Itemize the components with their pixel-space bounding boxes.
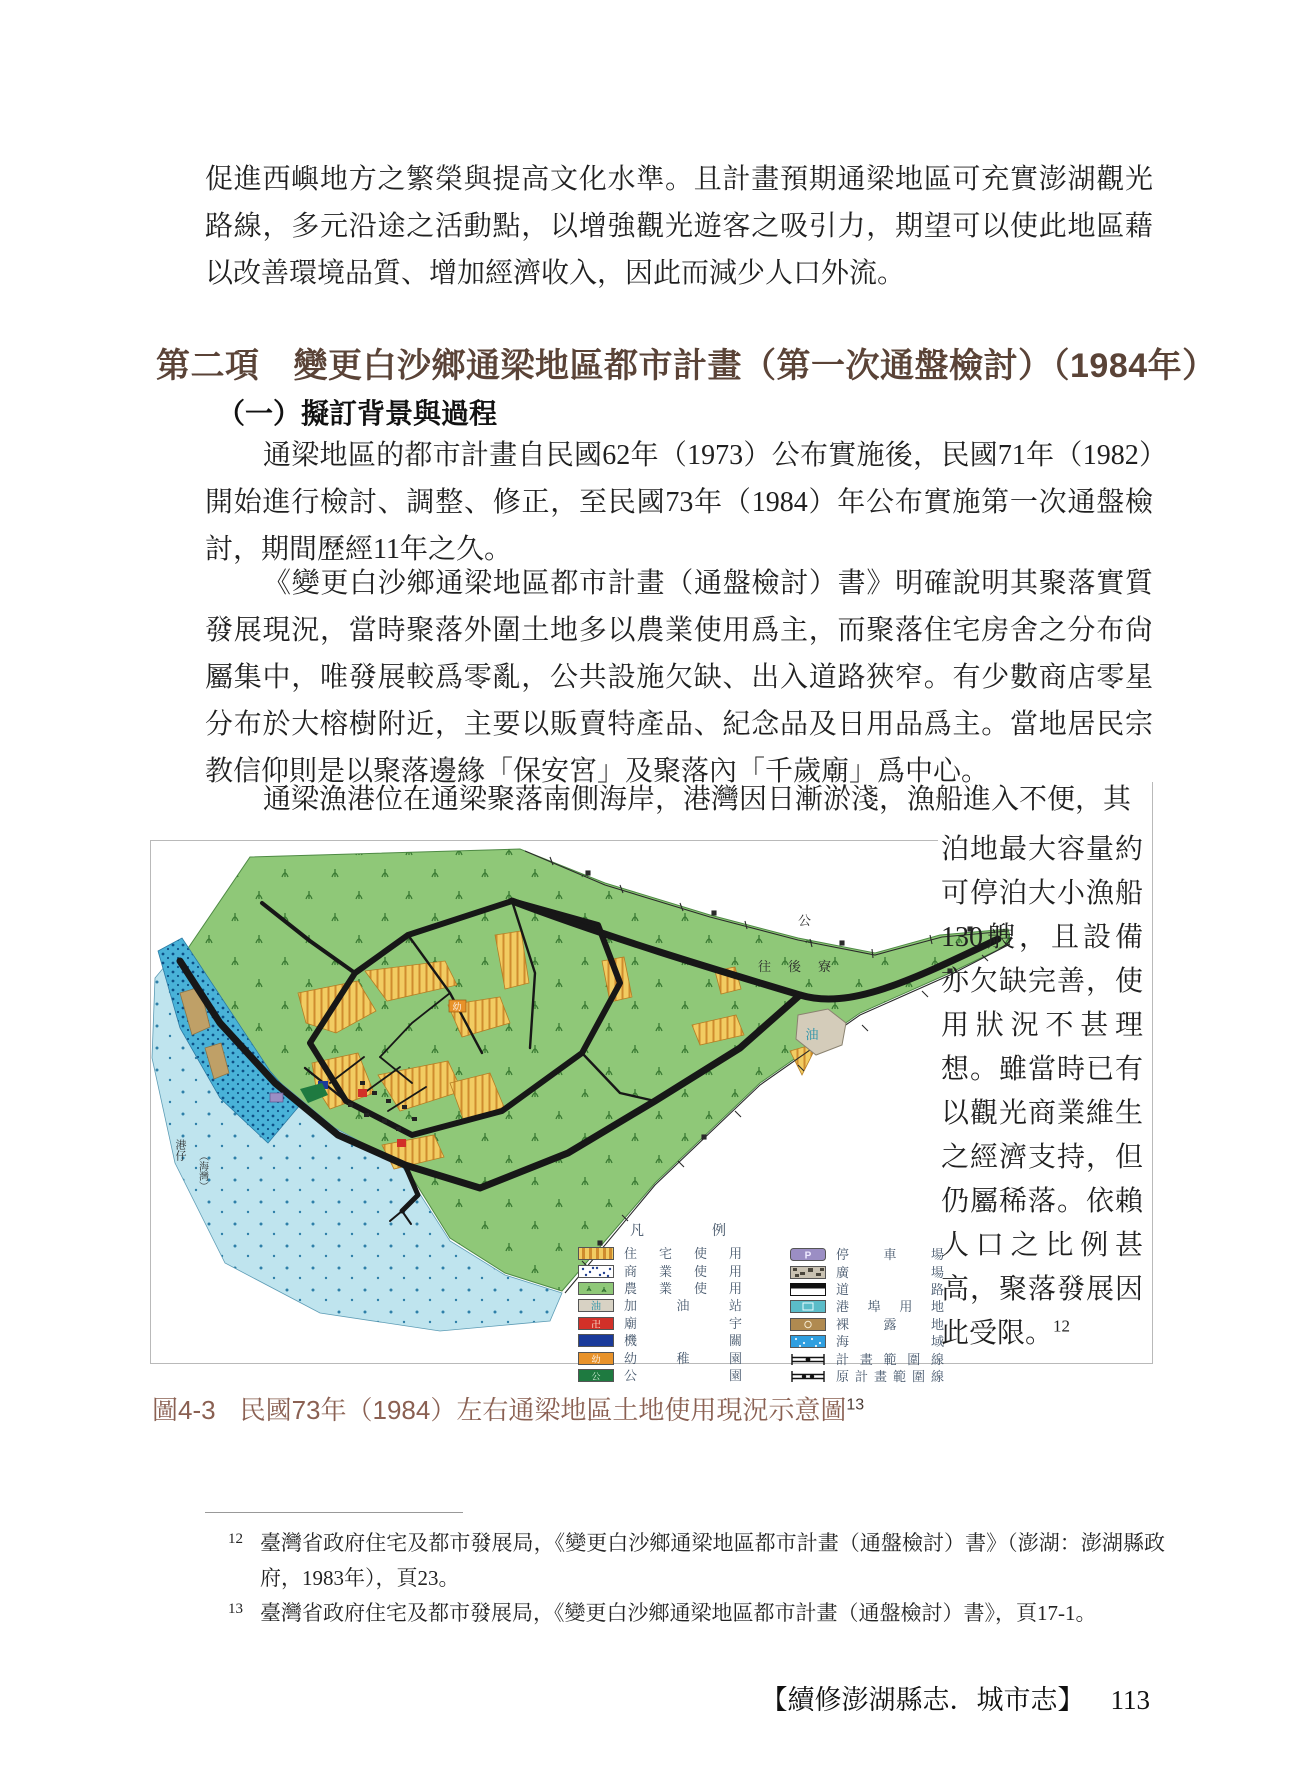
farmland-green-swatch (578, 1282, 614, 1295)
temple-marker-2 (358, 1089, 367, 1097)
figure-caption (152, 1390, 864, 1427)
bay-label-1: 港仔 (174, 1139, 186, 1161)
legend-item-original-plan-boundary: 原計畫範圍線 (790, 1368, 944, 1385)
park-swatch (578, 1369, 614, 1382)
paragraph-3-wrapped-column (941, 828, 1143, 1356)
svg-text:卍: 卍 (591, 1319, 601, 1330)
footnote-13 (228, 1596, 1165, 1631)
footnote-separator (205, 1512, 463, 1513)
paragraph-2: 《變更白沙鄉通梁地區都市計畫（通盤檢討）書》明確說明其聚落實質發展現況，當時聚落外圍土地多以農業使用爲主，而聚落住宅房舍之分布尙屬集中，唯發展較爲零亂，公共設施欠缺、出入道路狹窄。有少數商店零星分布於大榕樹附近，主要以販賣特產品、紀念品及日用品爲主。當地居民宗教信仰則是以聚落邊緣「保安宮」及聚落內「千歲廟」爲中心。 (205, 568, 1153, 787)
svg-text:幼: 幼 (591, 1354, 601, 1365)
plaza-swatch (790, 1266, 826, 1279)
parking-swatch (790, 1248, 826, 1261)
figure-caption-text: 民國73年（1984）左右通梁地區土地使用現況示意圖 (239, 1395, 847, 1425)
legend-item-commercial: 商業使用 (578, 1262, 742, 1279)
footnote-13-text: 臺灣省政府住宅及都市發展局，《變更白沙鄉通梁地區都市計畫（通盤檢討）書》，頁17-1。 (260, 1601, 1097, 1625)
harbor-land-swatch (790, 1300, 826, 1313)
plan-boundary-swatch (790, 1353, 826, 1366)
legend-item-parking: P 停車場 (790, 1246, 944, 1263)
legend-item-kindergarten: 幼 幼稚園 (578, 1349, 742, 1366)
page-footer (761, 1678, 1151, 1717)
svg-text:油: 油 (591, 1301, 601, 1313)
footnote-12 (228, 1526, 1165, 1596)
sea-swatch (790, 1335, 826, 1348)
legend-left-column (578, 1224, 742, 1384)
intro-paragraph: 促進西嶼地方之繁榮與提高文化水準。且計畫預期通梁地區可充實澎湖觀光路線，多元沿途之活動點，以增強觀光遊客之吸引力，期望可以使此地區藉以改善環境品質、增加經濟收入，因此而減少人口外流。 (205, 164, 1153, 289)
figure-caption-label: 圖4-3 (152, 1395, 216, 1425)
svg-text:油: 油 (805, 1027, 819, 1042)
legend-item-temple: 卍 廟宇 (578, 1315, 742, 1332)
footnotes (228, 1526, 1165, 1631)
kindergarten-swatch (578, 1352, 614, 1365)
paragraph-3-lead: 通梁漁港位在通梁聚落南側海岸，港灣因日漸淤淺，漁船進入不便，其 (263, 784, 1132, 815)
footnote-ref-13: 13 (846, 1396, 865, 1414)
figure-border-top (150, 840, 938, 841)
figure-border-right (1152, 782, 1153, 1364)
footnote-13-number: 13 (228, 1601, 243, 1617)
office-swatch (578, 1334, 614, 1347)
footnote-12-text: 臺灣省政府住宅及都市發展局，《變更白沙鄉通梁地區都市計畫（通盤檢討）書》（澎湖：澎湖縣政府，1983年），頁23。 (260, 1531, 1165, 1590)
road-swatch (790, 1283, 826, 1296)
legend-item-bare-land: 裸露地 (790, 1316, 944, 1333)
legend-item-harbor-land: 港埠用地 (790, 1298, 944, 1315)
section-title: 變更白沙鄉通梁地區都市計畫（第一次通盤檢討）（1984年） (293, 347, 1217, 385)
commercial-dots-swatch (578, 1265, 614, 1278)
place-label-houliao: 往後寮 (758, 959, 849, 974)
legend-right-column (790, 1246, 944, 1385)
footnote-12-number: 12 (228, 1531, 243, 1547)
svg-text:公: 公 (591, 1371, 601, 1382)
bay-label-2: （海灣） (196, 1151, 208, 1191)
temple-swatch (578, 1317, 614, 1330)
legend-item-gas-station: 油 加油站 (578, 1297, 742, 1314)
kindergarten-marker (449, 1000, 466, 1012)
legend-item-office: 機關 (578, 1332, 742, 1349)
bare-land-swatch (790, 1318, 826, 1331)
section-heading (156, 338, 1217, 387)
legend-item-road: 道路 (790, 1281, 944, 1298)
paragraph-1: 通梁地區的都市計畫自民國62年（1973）公布實施後，民國71年（1982）開始進行檢討、調整、修正，至民國73年（1984）年公布實施第一次通盤檢討，期間歷經11年之久。 (205, 440, 1153, 565)
residential-stripes-swatch (578, 1247, 614, 1260)
temple-marker (397, 1139, 406, 1147)
legend-item-plaza: 廣場 (790, 1263, 944, 1280)
gas-station-swatch (578, 1299, 614, 1312)
legend-title: 凡例 (630, 1224, 726, 1239)
original-plan-boundary-swatch (790, 1370, 826, 1383)
book-title: 【續修澎湖縣志．城市志】 (760, 1685, 1085, 1715)
section-number: 第二項 (156, 347, 260, 385)
legend-item-sea: 海域 (790, 1333, 944, 1350)
subsection-heading: （一）擬訂背景與過程 (217, 399, 498, 430)
page-number: 113 (1110, 1685, 1150, 1715)
parking-marker (270, 1093, 283, 1102)
paragraph-3-wrap-text: 泊地最大容量約可停泊大小漁船130艘，且設備亦欠缺完善，使用狀況不甚理想。雖當時已有以觀光商業維生之經濟支持，但仍屬稀落。依賴人口之比例甚高，聚落發展因此受限。 (941, 834, 1143, 1349)
svg-text:P: P (804, 1250, 812, 1262)
svg-text:幼: 幼 (452, 1002, 462, 1012)
legend-item-residential: 住宅使用 (578, 1245, 742, 1262)
legend-item-plan-boundary: 計畫範圍線 (790, 1350, 944, 1367)
road-label-highway: 公 (798, 913, 812, 928)
legend-item-park: 公 公園 (578, 1367, 742, 1384)
footnote-ref-12: 12 (1053, 1316, 1071, 1336)
legend-item-farmland: 農業使用 (578, 1280, 742, 1297)
